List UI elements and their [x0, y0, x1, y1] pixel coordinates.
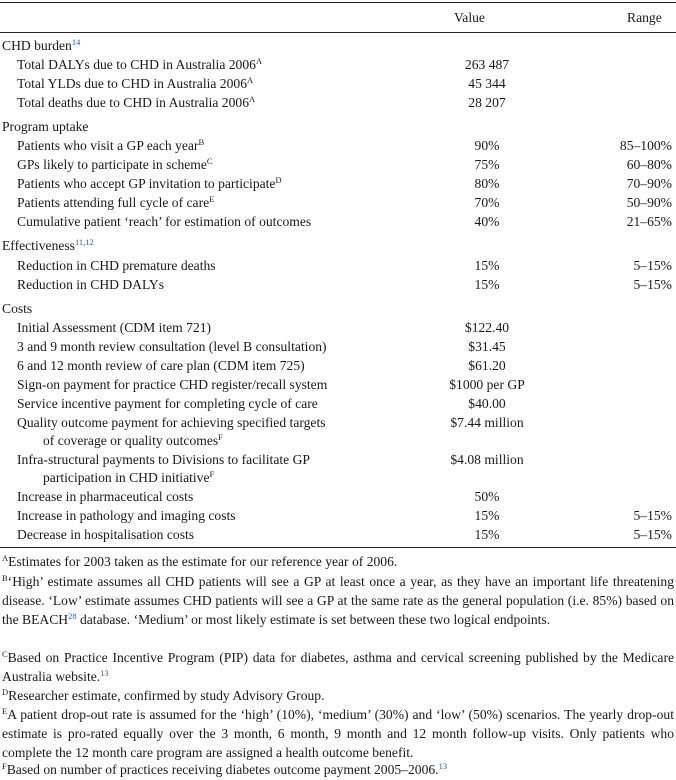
table-row: Quality outcome payment for achieving specified targets $7.44 million	[17, 415, 524, 430]
citation-13: 13	[100, 668, 109, 678]
footnote-e: $^E$A patient drop-out rate is assumed for the ‘high’ (10%), ‘medium’ (30%) and ‘low’ (50%) scenarios. The yearly drop-out estimate is pro-rated equally over the 3 month, 6 month, 9 month and 12 month follow-up visits. Only patients who complete the 12 month care program are assigned a health outcome benefit.	[2, 706, 674, 760]
table-row: Reduction in CHD DALYs 15% 5–15%	[17, 277, 672, 292]
table-row: Increase in pharmaceutical costs 50%	[17, 489, 500, 504]
section-heading-costs: Costs	[2, 301, 33, 316]
footnote-a: $^A$Estimates for 2003 taken as the estimate for our reference year of 2006.	[2, 553, 398, 569]
section-heading-effectiveness: Effectiveness$^{11,12}$	[2, 237, 94, 253]
citation-28: 28	[68, 611, 77, 621]
table-row: Patients attending full cycle of care$^E$ 70% 50–90%	[17, 194, 672, 210]
table-row: Sign-on payment for practice CHD register/recall system $1000 per GP	[17, 377, 525, 392]
table-row: Service incentive payment for completing cycle of care $40.00	[17, 396, 506, 411]
table-row: Patients who visit a GP each year$^B$ 90% 85–100%	[17, 137, 672, 153]
top-rule	[0, 2, 676, 3]
table-row: Total DALYs due to CHD in Australia $2006^A$ 263 487	[17, 56, 510, 72]
table-row-continuation: participation in CHD initiative$^F$	[43, 469, 215, 485]
header-value: Value	[454, 10, 485, 25]
section-heading-chd-burden: CHD burden$^{14}$	[2, 37, 81, 53]
table-row: 6 and 12 month review of care plan (CDM item 725) $61.20	[17, 358, 506, 373]
footnote-c: $^C$Based on Practice Incentive Program (PIP) data for diabetes, asthma and cervical screening published by the Medicare Australia website.$^{13}$	[2, 649, 674, 684]
table-row: 3 and 9 month review consultation (level B consultation) $31.45	[17, 339, 506, 354]
table-row: Total YLDs due to CHD in Australia $2006^A$ 45 344	[17, 75, 506, 91]
citation-13-f: 13	[438, 761, 448, 771]
footnote-f: $^F$Based on number of practices receiving diabetes outcome payment 2005–2006.13	[2, 761, 448, 777]
header-range: Range	[627, 10, 662, 25]
citation-14: 14	[71, 37, 81, 47]
table-row: Decrease in hospitalisation costs 15% 5–15%	[17, 527, 672, 542]
header-rule	[0, 32, 676, 33]
table-row-continuation: of coverage or quality outcomes$^F$	[43, 432, 223, 448]
table-row: GPs likely to participate in scheme$^C$ 75% 60–80%	[17, 156, 672, 172]
table-row: Increase in pathology and imaging costs 15% 5–15%	[17, 508, 672, 523]
table-row: Initial Assessment (CDM item 721) $122.40	[17, 320, 510, 335]
bottom-rule	[0, 547, 676, 548]
table-row: Reduction in CHD premature deaths 15% 5–15%	[17, 258, 672, 273]
citation-11-12: 11,12	[74, 237, 94, 247]
table-row: Total deaths due to CHD in Australia $2006^A$ 28 207	[17, 94, 506, 110]
table-row: Patients who accept GP invitation to participate$^D$ 80% 70–90%	[17, 175, 672, 191]
table-row: Cumulative patient ‘reach’ for estimation of outcomes 40% 21–65%	[17, 214, 672, 229]
table-row: Infra-structural payments to Divisions to facilitate GP $4.08 million	[17, 452, 524, 467]
footnote-b: $^B$‘High’ estimate assumes all CHD patients will see a GP at least once a year, as they have an important life threatening disease. ‘Low’ estimate assumes CHD patients will see a GP at the same rate as the general population (i.e. 85%) based on the BEACH$^{28}$ database. ‘Medium’ or most likely estimate is set between these two logical endpoints.	[2, 573, 674, 627]
section-heading-program-uptake: Program uptake	[2, 119, 89, 134]
footnote-d: $^D$Researcher estimate, confirmed by study Advisory Group.	[2, 687, 325, 703]
